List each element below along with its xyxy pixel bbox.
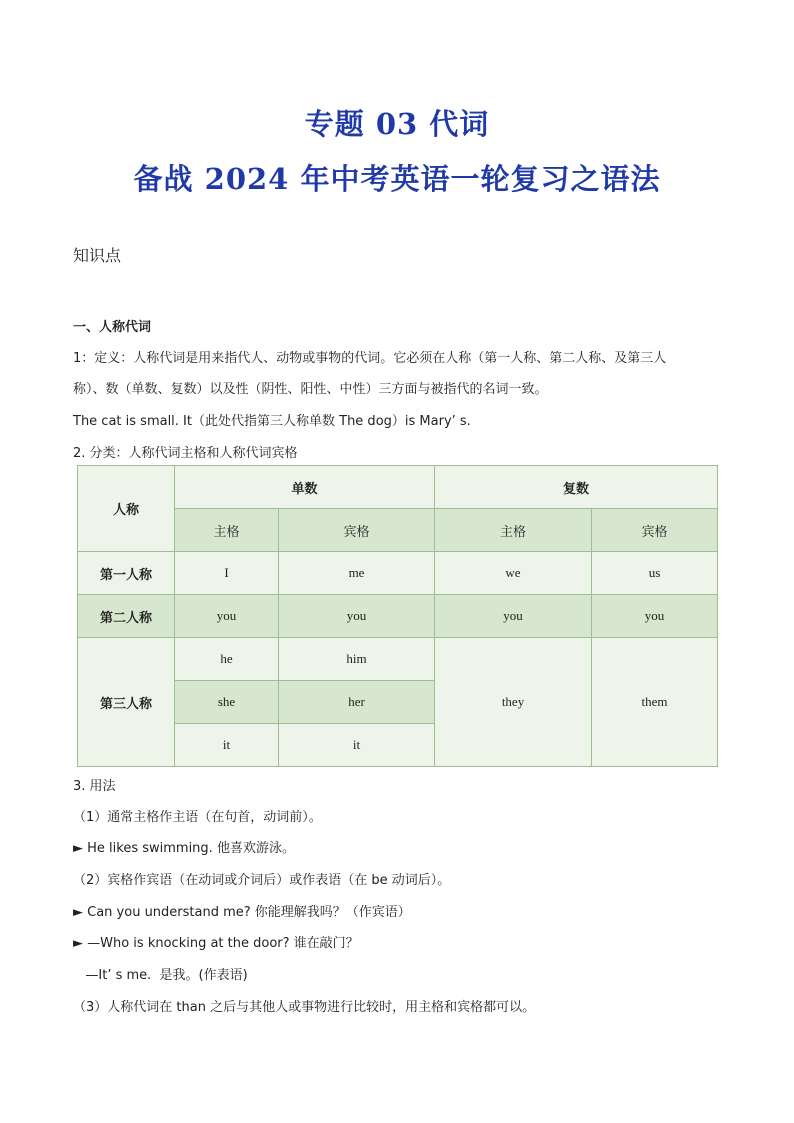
table-cell: them <box>592 638 718 767</box>
usage-2: （2）宾格作宾语（在动词或介词后）或作表语（在 be 动词后）。 <box>73 873 451 888</box>
usage-1: （1）通常主格作主语（在句首，动词前）。 <box>73 810 322 825</box>
table-cell: it <box>279 724 435 767</box>
table-cell: you <box>279 595 435 638</box>
table-cell: it <box>175 724 279 767</box>
table-cell: she <box>175 681 279 724</box>
header-singular-object: 宾格 <box>279 509 435 552</box>
table-cell: you <box>592 595 718 638</box>
usage-1-example: ► He likes swimming. 他喜欢游泳。 <box>73 841 295 856</box>
section-label: 知识点 <box>73 246 122 265</box>
definition-line-1: 1：定义：人称代词是用来指代人、动物或事物的代词。它必须在人称（第一人称、第二人称、及第三人 <box>73 351 667 366</box>
part-heading: 一、人称代词 <box>73 320 152 335</box>
header-singular: 单数 <box>175 466 435 509</box>
header-plural: 复数 <box>435 466 718 509</box>
pronoun-table <box>77 465 718 767</box>
header-plural-object: 宾格 <box>592 509 718 552</box>
row-third-person: 第三人称 <box>78 638 175 767</box>
header-singular-subject: 主格 <box>175 509 279 552</box>
document-subtitle: 备战 2024 年中考英语一轮复习之语法 <box>133 162 661 196</box>
table-cell: we <box>435 552 592 595</box>
row-first-person: 第一人称 <box>78 552 175 595</box>
usage-2-example-2: ► —Who is knocking at the door? 谁在敲门？ <box>73 936 359 951</box>
header-plural-subject: 主格 <box>435 509 592 552</box>
table-cell: they <box>435 638 592 767</box>
usage-2-example-3: —It’ s me. 是我。(作表语) <box>73 968 248 983</box>
header-person: 人称 <box>78 466 175 552</box>
table-cell: I <box>175 552 279 595</box>
classification-line: 2. 分类：人称代词主格和人称代词宾格 <box>73 446 298 461</box>
table-cell: her <box>279 681 435 724</box>
table-cell: you <box>175 595 279 638</box>
table-cell: he <box>175 638 279 681</box>
table-cell: me <box>279 552 435 595</box>
table-cell: him <box>279 638 435 681</box>
definition-line-2: 称）、数（单数、复数）以及性（阴性、阳性、中性）三方面与被指代的名词一致。 <box>73 382 548 397</box>
usage-2-example-1: ► Can you understand me? 你能理解我吗？（作宾语） <box>73 905 411 920</box>
example-sentence: The cat is small. It（此处代指第三人称单数 The dog）is Mary’ s. <box>73 414 471 429</box>
table-cell: us <box>592 552 718 595</box>
usage-3: （3）人称代词在 than 之后与其他人或事物进行比较时，用主格和宾格都可以。 <box>73 1000 536 1015</box>
table-cell: you <box>435 595 592 638</box>
document-title: 专题 03 代词 <box>304 107 490 141</box>
usage-heading: 3. 用法 <box>73 779 116 794</box>
row-second-person: 第二人称 <box>78 595 175 638</box>
